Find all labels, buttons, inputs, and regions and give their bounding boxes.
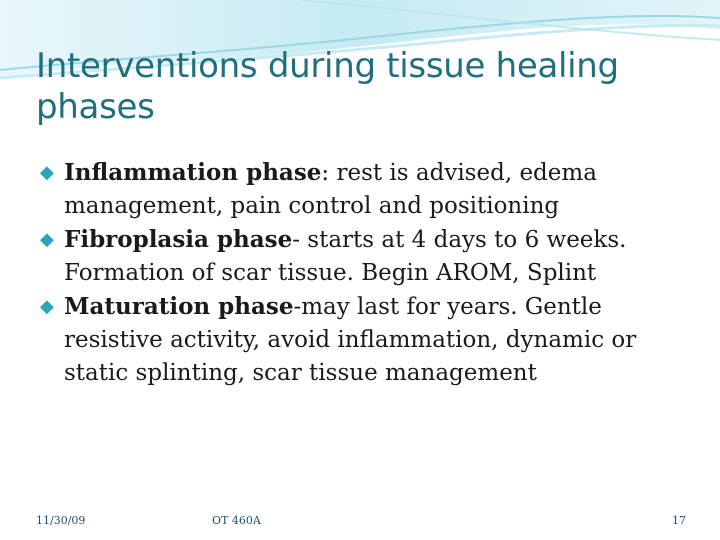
bullet-marker-icon: ◆ (40, 296, 54, 317)
bullet-list (40, 156, 680, 390)
bullet-marker-icon: ◆ (40, 229, 54, 250)
bullet-term: Inflammation phase (64, 159, 322, 186)
footer-course: OT 460A (212, 514, 261, 527)
bullet-marker-icon: ◆ (40, 162, 54, 183)
bullet-maturation (40, 290, 680, 390)
footer-page-number: 17 (672, 514, 686, 527)
bullet-term: Maturation phase (64, 293, 294, 320)
bullet-text: : rest is advised, edema management, pain control and positioning (64, 160, 597, 219)
slide-title: Interventions during tissue healing phases (36, 46, 619, 127)
bullet-text: - starts at 4 days to 6 weeks. Formation of scar tissue. Begin AROM, Splint (64, 227, 627, 286)
footer-date: 11/30/09 (36, 514, 86, 527)
bullet-fibroplasia (40, 223, 680, 290)
bullet-text: -may last for years. Gentle resistive activity, avoid inflammation, dynamic or static splinting, scar tissue management (64, 294, 637, 386)
bullet-term: Fibroplasia phase (64, 226, 293, 253)
bullet-inflammation (40, 156, 680, 223)
